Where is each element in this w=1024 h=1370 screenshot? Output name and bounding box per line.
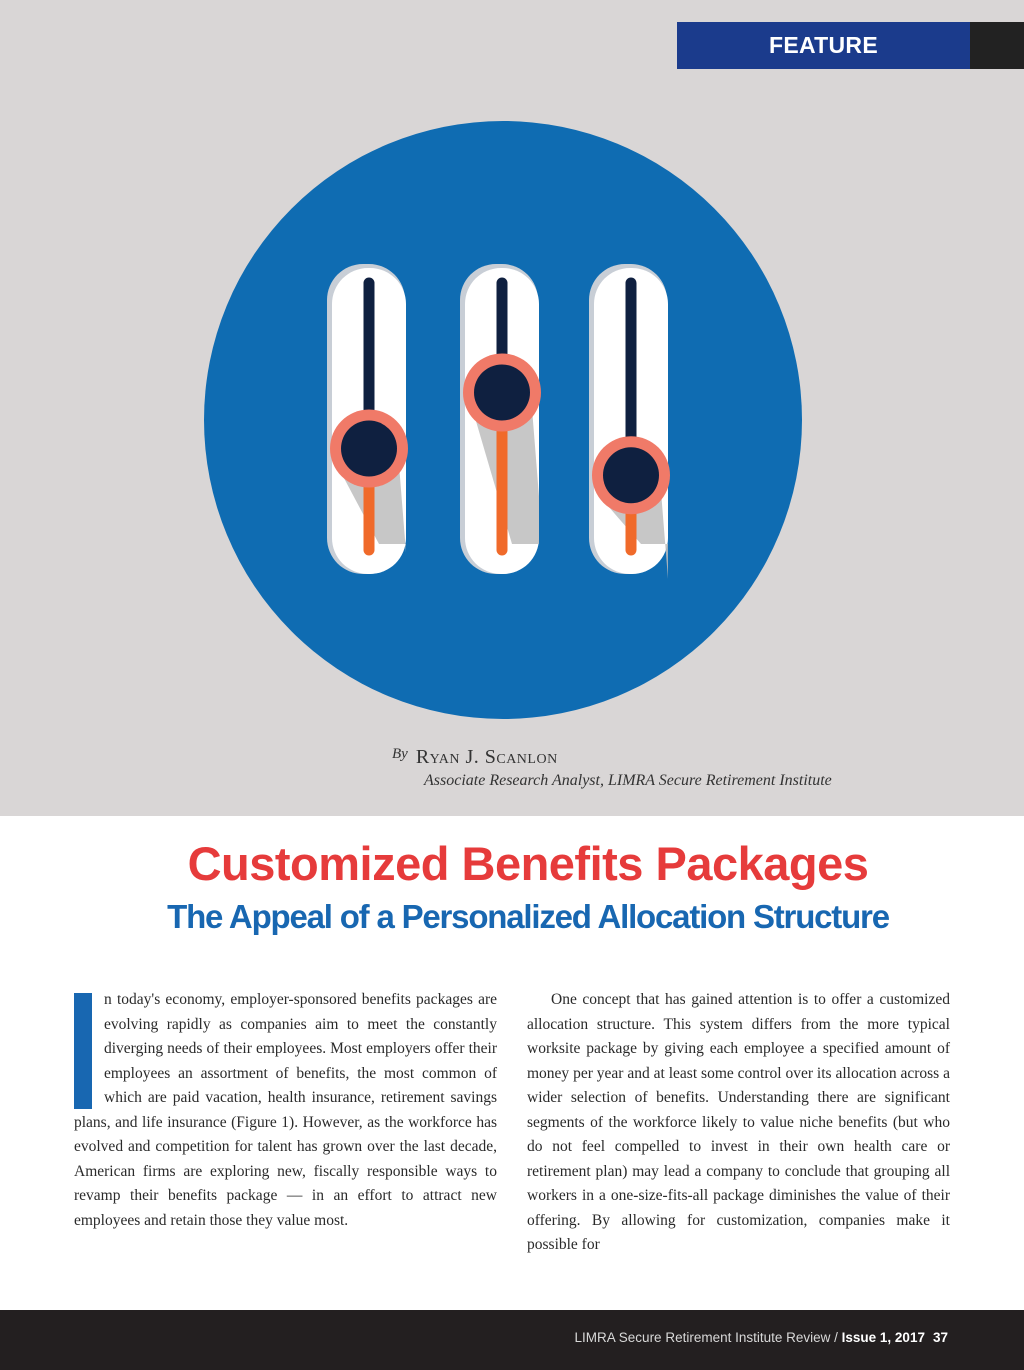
footer-issue: Issue 1, 2017: [841, 1330, 925, 1345]
feature-label: FEATURE: [677, 22, 970, 69]
page-footer: [0, 1310, 1024, 1370]
footer-publication: LIMRA Secure Retirement Institute Review /: [574, 1330, 842, 1345]
paragraph-right: One concept that has gained attention is to offer a customized allocation structure. This system differs from the more typical worksite package by giving each employee a specified amount of money per year and at least some control over its allocation across a wider selection of benefits. Understanding there are significant segments of the workforce likely to value niche benefits (but who do not feel compelled to invest in their own health care or retirement plan) may lead a company to conclude that grouping all workers in a one-size-fits-all package diminishes the value of their offering. By allowing for customization, companies make it possible for: [527, 991, 950, 1253]
byline-by: By: [392, 746, 408, 762]
author-role: Associate Research Analyst, LIMRA Secure Retirement Institute: [424, 772, 832, 789]
feature-tab-accent: [970, 22, 1024, 69]
byline: [392, 746, 992, 789]
article-title: Customized Benefits Packages: [187, 837, 869, 890]
author-name: Ryan J. Scanlon: [415, 746, 558, 768]
slider-knob-1: [341, 421, 397, 477]
slider-knob-2: [474, 364, 530, 420]
paragraph-left: n today's economy, employer-sponsored benefits packages are evolving rapidly as companies aim to meet the constantly diverging needs of their employees. Most employers offer their employees an assortment of benefits, the most common of which are paid vacation, health insurance, retirement savings plans, and life insurance (Figure 1). However, as the workforce has evolved and competition for talent has grown over the last decade, American firms are exploring new, fiscally responsible ways to revamp their benefits package — in an effort to attract new employees and retain those they value most.: [74, 991, 497, 1229]
drop-cap-I: [74, 993, 92, 1109]
slider-knob-3: [603, 447, 659, 503]
article-column-right: [527, 988, 950, 1258]
article-subtitle: The Appeal of a Personalized Allocation Structure: [167, 898, 889, 935]
page-number: 37: [932, 1330, 948, 1345]
article-column-left: [74, 988, 497, 1233]
